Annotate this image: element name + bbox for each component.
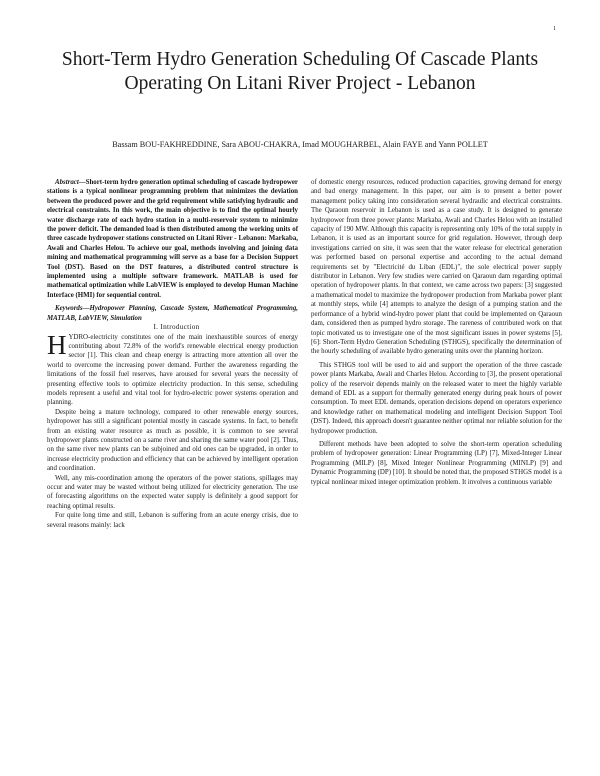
abstract [47,178,298,300]
keywords-text: —Hydropower Planning, Cascade System, Mathematical Programming, MATLAB, LabVIEW, Simulation [47,305,298,322]
intro-paragraph-2: Despite being a mature technology, compared to other renewable energy sources, hydropower has still a significant potential mostly in cascade systems. In fact, to benefit from an existing water resource as much as possible, it is common to see several hydropower plants constructed on a same river and sharing the same water pool [2]. Thus, on the same river new plants can be subjoined and old ones can be upgraded, in order to increase electricity production and efficiency that can be achieved by intelligent operation and coordination. [47,408,298,473]
intro-paragraph-1 [47,329,298,408]
abstract-label: Abstract [55,179,79,186]
intro-paragraph-3: Well, any mis-coordination among the operators of the power stations, spillages may occur and water may be wasted without being utilized for electricity generation. The use of forecasting algorithms on the expected water supply is definitely a good support for reaching optimal results. [47,474,298,510]
section-heading: I. Introduction [153,323,200,332]
paper-title: Short-Term Hydro Generation Scheduling Of Cascade Plants Operating On Litani River Project - Lebanon [61,49,539,94]
drop-cap: H [47,329,67,360]
keywords [47,304,298,323]
abstract-text: —Short-term hydro generation optimal scheduling of cascade hydropower stations is a typical nonlinear programming problem that minimizes the deviation between the produced power and the grid requirement while satisfying hydraulic and electrical constraints. In this work, the main objective is to find the optimal hourly water discharge rate of each hydro station in a multi-reservoir system to minimize the power deficit. The demanded load is then distributed among the working units of three cascade hydropower stations constructed on Litani River - Lebanon: Markaba, Awali and Charles Helou. To achieve our goal, methods involving and joining data mining and mathematical programming will serve as a base for a Decision Support Tool (DST). Based on the DST features, a distributed control structure is implemented using a multiple software framework. MATLAB is used for mathematical optimization while LabVIEW is employed to develop Human Machine Interface (HMI) for sequential control. [47,179,298,299]
right-paragraph-1: of domestic energy resources, reduced production capacities, growing demand for energy and bad energy management. In this paper, our aim is to present a better power management policy taking into consideration several hydraulic and electrical constraints. The Qaraoun reservoir in Lebanon is used as a case study. It is designed to generate hydropower from three power plants: Markaba, Awali and Charles Helou with an installed capacity of 190 MW. Although this capacity is representing only 10% of the total supply in Lebanon, it is used as an important source for grid regulation. However, through deep investigations carried on site, it was seen that the water release for electrical generation was performed based on personal expertise and according to the actual demand requirements set by "Electricité du Liban (EDL)", the sole electrical power supply distributor in Lebanon. Very few studies were carried on Qaraoun dam regarding optimal operation of hydropower plants. In that context, we came across two papers: [3] suggested a mathematical model to maximize the hydropower production from Markaba power plant at monthly steps, while [4] attempts to analyze the design of a pumping station and the performance of a hybrid wind-hydro power plant that could be implemented on Qaraoun dam, considered then as pumped hydro storage. The rareness of contributed work on that topic motivated us to investigate one of the most significant issues in power systems [5], [6]: Short-Term Hydro Generation Scheduling (STHGS), specifically the determination of the hourly scheduling of available hydro generating units over the planning horizon. [311,179,562,356]
intro-paragraph-1-text: YDRO-electricity constitutes one of the main inexhaustible sources of energy contributing about 72.8% of the world's renewable electrical energy production sector [1]. This clean and cheap energy is attracting more attention all over the world to overcome the increasing power demand. Further the awareness regarding the limitations of the fossil fuel reserves, have aroused for several years the necessity of presenting effective tools to optimize electricity production. In this sense, scheduling models represent a useful and vital tool for hydro-electric power systems operation and planning. [47,333,298,407]
keywords-label: Keywords [55,305,83,313]
left-column [47,178,298,530]
right-paragraph-2: This STHGS tool will be used to aid and support the operation of the three cascade power plants Markaba, Awali and Charles Helou. According to [3], the present operational policy of the reservoir depends mainly on the released water to meet the highly variable demand of EDL as a support for thermally generated energy during peak hours of power consumption. To meet EDL demands, operation decisions depend on operators experience and knowledge rather on mathematical modeling and intelligent Decision Support Tool (DST). Indeed, this approach doesn't guarantee neither optimal nor reliable solution for the hydropower production. [311,361,562,435]
right-paragraph-3: Different methods have been adopted to solve the short-term operation scheduling problem of hydropower generation: Linear Programming (LP) [7], Mixed-Integer Linear Programming (MILP) [8], Mixed Integer Nonlinear Programming (MINLP) [9] and Dynamic Programming (DP) [10]. It should be noted that, the proposed STHGS model is a typical nonlinear mixed integer optimization problem. It involves a continuous variable [311,440,562,486]
intro-paragraph-4: For quite long time and still, Lebanon is suffering from an acute energy crisis, due to several reasons mainly: lack [47,512,298,529]
page-number: 1 [553,26,556,32]
right-column [311,178,562,487]
author-list: Bassam BOU-FAKHREDDINE, Sara ABOU-CHAKRA, Imad MOUGHARBEL, Alain FAYE and Yann POLLET [112,140,488,149]
